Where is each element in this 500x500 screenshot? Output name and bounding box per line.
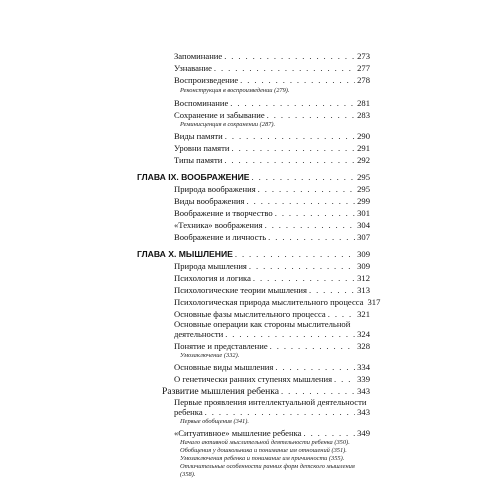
toc-entry: Воображение и творчество . . . 301 xyxy=(174,208,370,219)
toc-entry: Психологические теории мышления . . . 313 xyxy=(174,285,370,296)
toc-entry: Виды воображения . . . 299 xyxy=(174,196,370,207)
toc-entry: Основные фазы мыслительного процесса . . . 321 xyxy=(174,309,370,320)
toc-chapter-heading: ГЛАВА X. МЫШЛЕНИЕ . . . 309 xyxy=(137,249,370,260)
toc-entry: «Ситуативное» мышление ребенка . . . 349 xyxy=(174,428,370,439)
toc-entry: Типы памяти . . . 292 xyxy=(174,155,370,166)
toc-entry: Виды памяти . . . 290 xyxy=(174,131,370,142)
toc-subnote: Реминисценция в сохранении (287). xyxy=(180,121,276,128)
toc-entry: Воспроизведение . . . 278 xyxy=(174,75,370,86)
toc-chapter-heading: ГЛАВА IX. ВООБРАЖЕНИЕ . . . 295 xyxy=(137,172,370,183)
toc-entry-line: Основные операции как стороны мыслительной xyxy=(174,319,351,329)
toc-subnote: Начало активной мыслительной деятельности ребенка (350). xyxy=(180,439,350,446)
toc-entry: Уровни памяти . . . 291 xyxy=(174,143,370,154)
toc-entry: деятельности . . . 324 xyxy=(174,329,370,340)
toc-subnote: Первые обобщения (341). xyxy=(180,418,249,425)
toc-entry-line: Первые проявления интеллектуальной деятельности xyxy=(174,397,367,407)
toc-entry: Запоминание . . . 273 xyxy=(174,51,370,62)
toc-entry: Природа мышления . . . 309 xyxy=(174,261,370,272)
toc-entry: Психология и логика . . . 312 xyxy=(174,273,370,284)
toc-subnote: Обобщения у дошкольника и понимание им отношений (351). xyxy=(180,447,347,454)
toc-entry: Сохранение и забывание . . . 283 xyxy=(174,110,370,121)
toc-subnote: Реконструкция в воспроизведении (279). xyxy=(180,87,290,94)
toc-entry: Психологическая природа мыслительного процесса 317 xyxy=(174,297,381,307)
toc-entry: ребенка . . . 343 xyxy=(174,407,370,418)
toc-entry: Развитие мышления ребенка . . . 343 xyxy=(162,386,370,397)
toc-entry: О генетически ранних ступенях мышления . . . 339 xyxy=(174,374,370,385)
toc-subnote: Умозаключение (332). xyxy=(180,352,240,359)
toc-subnote: Отличительные особенности ранних форм детского мышления xyxy=(180,463,355,470)
toc-entry: Воспоминание . . . 281 xyxy=(174,98,370,109)
toc-subnote: Умозаключения ребенка и понимание им причинности (355). xyxy=(180,455,345,462)
toc-entry: Природа воображения . . . 295 xyxy=(174,184,370,195)
toc-entry: Понятие и представление . . . 328 xyxy=(174,341,370,352)
toc-subnote: (358). xyxy=(180,471,196,478)
toc-entry: Узнавание . . . 277 xyxy=(174,63,370,74)
toc-entry: «Техника» воображения . . . 304 xyxy=(174,220,370,231)
toc-entry: Основные виды мышления . . . 334 xyxy=(174,362,370,373)
toc-entry: Воображение и личность . . . 307 xyxy=(174,232,370,243)
